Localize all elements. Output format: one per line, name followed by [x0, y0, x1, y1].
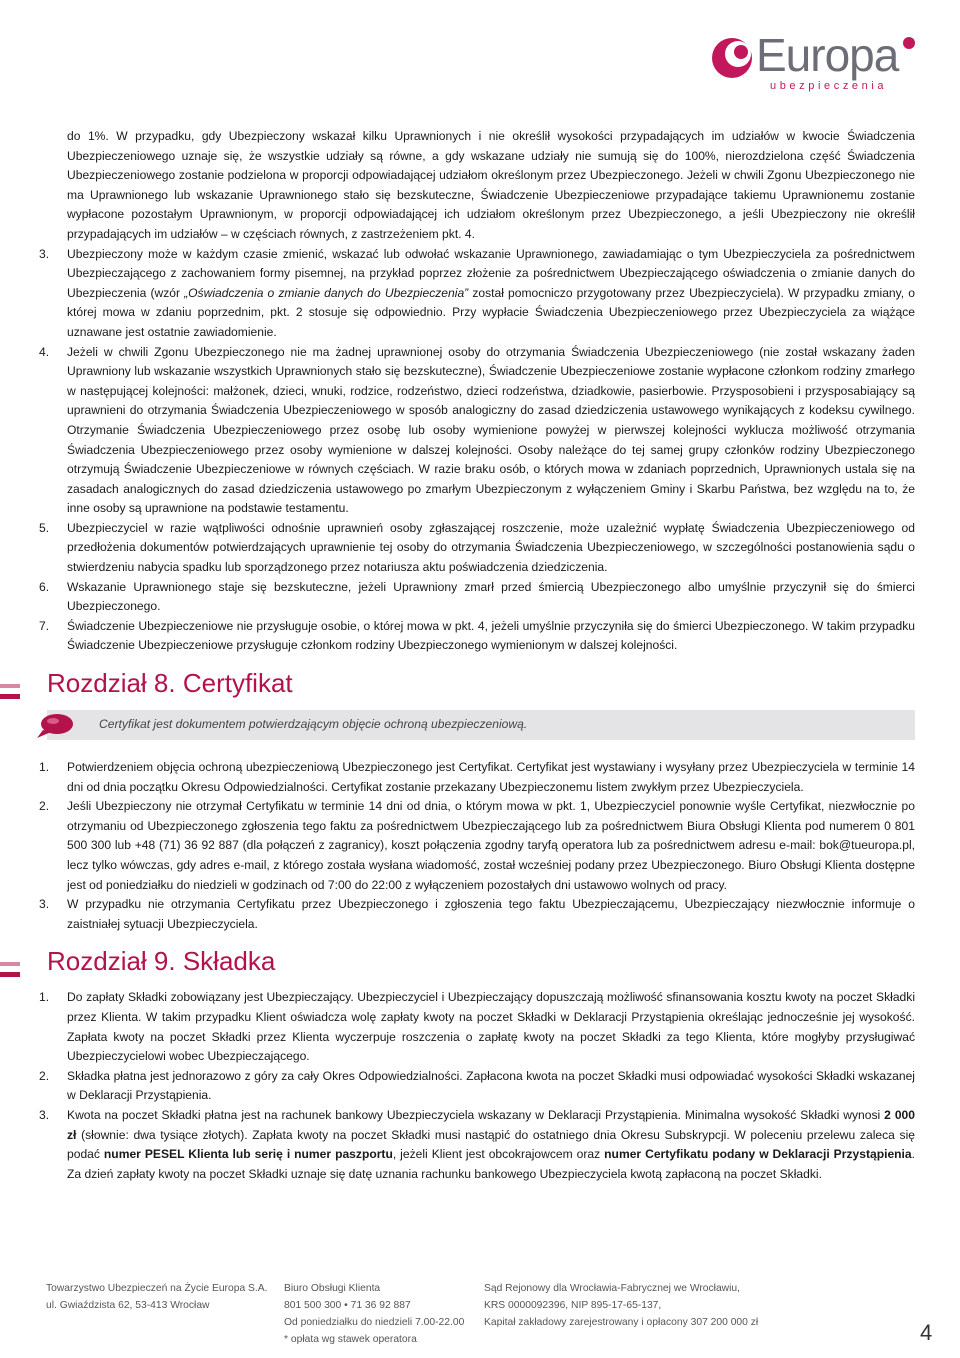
intro-paragraph: do 1%. W przypadku, gdy Ubezpieczony wskazał kilku Uprawnionych i nie określił wysokości przypadających im udziałów w kwocie Świadczenia Ubezpieczeniowego uznaje się, że wszystkie udziały są równe, a gdy wskazane udziały nie sumują się do 100%, nierozdzielona część Świadczenia Ubezpieczeniowego zostanie podzielona w proporcji odpowiadającej udziałom określonym przez Ubezpieczonego. Jeżeli w chwili Zgonu Ubezpieczonego nie ma Uprawnionego lub wskazanie Uprawnionego stało się bezskuteczne, Świadczenie Ubezpieczeniowe przypadające takiemu Uprawnionemu zostanie wypłacone pozostałym Uprawnionym, w proporcji odpowiadającej ich udziałom określonym przez Ubezpieczonego, a jeśli Ubezpieczony nie określił przypadających im udziałów – w częściach równych, z zastrzeżeniem pkt. 4. [67, 129, 915, 241]
heading-accent-bar [0, 972, 20, 977]
heading-accent-bar [0, 962, 20, 966]
list-item: 3. W przypadku nie otrzymania Certyfikatu przez Ubezpieczonego i zgłoszenia tego faktu Ubezpieczającemu, Ubezpieczający niezwłocznie informuje o zaistniałej sytuacji Ubezpieczyciela. [39, 897, 915, 931]
list-certificate [39, 758, 915, 934]
document-body [39, 127, 916, 1184]
list-item: 4. Jeżeli w chwili Zgonu Ubezpieczonego nie ma żadnej uprawnionej osoby do otrzymania Świadczenia Ubezpieczeniowego (nie został wskazany żaden Uprawniony lub wskazanie wszystkich Uprawnionych stało się bezskuteczne), Świadczenie Ubezpieczeniowe zostanie wypłacone członkom rodziny zmarłego w następującej kolejności: małżonek, dzieci, wnuki, rodzice, rodzeństwo, dzieci rodzeństwa, dziadkowie, pasierbowie. Przysposobieni i przysposabiający są uprawnieni do otrzymania Świadczenia Ubezpieczeniowego w sposób analogiczny do zasad dziedziczenia ustawowego wynikających z kodeksu cywilnego. Otrzymanie Świadczenia Ubezpieczeniowego przez osobę lub osoby wymienione powyżej w pierwszej kolejności wyklucza możliwość otrzymania Świadczenia Ubezpieczeniowego przez osoby wymienione w dalszej kolejności. Osoby należące do tej samej grupy członków rodziny Ubezpieczonego otrzymują Świadczenie Ubezpieczeniowe w równych częściach. W razie braku osób, o których mowa w zdaniach poprzednich, Uprawnionych ustala się na zasadach analogicznych do zasad dziedziczenia ustawowego po zmarłym Ubezpieczonym z wyłączeniem Gminy i Skarbu Państwa, bez względu na to, że inne osoby są uprawnione na podstawie testamentu. [39, 344, 915, 516]
page-number: 4 [920, 1320, 933, 1345]
list-item: 7. Świadczenie Ubezpieczeniowe nie przysługuje osobie, o której mowa w pkt. 4, jeżeli umyślnie przyczyniła się do śmierci Ubezpieczonego. W takim przypadku Świadczenie Ubezpieczeniowe przysługuje członkom rodziny Ubezpieczonego wymienionym w dalszej kolejności. [39, 618, 915, 653]
speech-bubble-icon [35, 710, 75, 740]
list-item: 5. Ubezpieczyciel w razie wątpliwości odnośnie uprawnień osoby zgłaszającej roszczenie, może uzależnić wypłatę Świadczenia Ubezpieczeniowego od przedłożenia dokumentów potwierdzających uprawnienie tej osoby do otrzymania Świadczenia Ubezpieczeniowego, w szczególności postanowienia sądu o stwierdzeniu nabycia spadku lub sporządzonego przez notariusza aktu poświadczenia dziedziczenia. [39, 520, 915, 575]
logo-subtitle: ubezpieczenia [770, 80, 888, 92]
list-item: 1. Do zapłaty Składki zobowiązany jest Ubezpieczający. Ubezpieczyciel i Ubezpieczający dopuszczają możliwość sfinansowania kosztu kwoty na poczet Składki przez Klienta. W takim przypadku Klient oświadcza wolę zapłaty kwoty na poczet Składki w Deklaracji Przystąpienia określając jednocześnie jej wysokość. Zapłata kwoty na poczet Składki przez Klienta wyczerpuje roszczenia o zapłatę kwoty na poczet Składki za tego Klienta, które mogłyby przysługiwać Ubezpieczycielowi wobec Ubezpieczającego. [39, 990, 915, 1064]
logo-swirl-icon [708, 34, 756, 82]
europa-logo [708, 30, 928, 96]
footer-company: Towarzystwo Ubezpieczeń na Życie Europa S.A. ul. Gwiaździsta 62, 53-413 Wrocław [46, 1283, 268, 1311]
list-item: 3. Ubezpieczony może w każdym czasie zmienić, wskazać lub odwołać wskazanie Uprawnionego, zawiadamiając o tym Ubezpieczyciela za pośrednictwem Ubezpieczającego z zachowaniem formy pisemnej, na przykład poprzez złożenie za pośrednictwem Ubezpieczającego oświadczenia o zmianie danych do Ubezpieczenia (wzór „Oświadczenia o zmianie danych do Ubezpieczenia” został pomocniczo przygotowany przez Ubezpieczyciela). W przypadku zmiany, o której mowa w zdaniu poprzednim, pkt. 2 stosuje się odpowiednio. Przy wypłacie Świadczenia Ubezpieczeniowego przez Ubezpieczyciela za wiążące uznawane jest ostatnie zawiadomienie. [39, 246, 915, 339]
list-item: 3. Kwota na poczet Składki płatna jest na rachunek bankowy Ubezpieczyciela wskazany w Deklaracji Przystąpienia. Minimalna wysokość Składki wynosi 2 000 zł (słownie: dwa tysiące złotych). Zapłata kwoty na poczet Składki musi nastąpić do ostatniego dnia Okresu Subskrypcji. W poleceniu przelewu zaleca się podać numer PESEL Klienta lub serię i numer paszportu, jeżeli Klient jest obcokrajowcem oraz numer Certyfikatu podany w Deklaracji Przystąpienia. Za dzień zapłaty kwoty na poczet Składki uznaje się datę uznania rachunku bankowego Ubezpieczyciela kwotą zapłaconą na poczet Składki. [39, 1107, 916, 1181]
list-item: 2. Składka płatna jest jednorazowo z góry za cały Okres Odpowiedzialności. Zapłacona kwota na poczet Składki musi odpowiadać wysokości Składki wskazanej w Deklaracji Przystąpienia. [39, 1068, 915, 1103]
footer-registry: Sąd Rejonowy dla Wrocławia-Fabrycznej we Wrocławiu, KRS 0000092396, NIP 895-17-65-137, Kapitał zakładowy zarejestrowany i opłacony 307 200 000 zł [484, 1283, 759, 1328]
list-item: 1. Potwierdzeniem objęcia ochroną ubezpieczeniową Ubezpieczonego jest Certyfikat. Certyfikat jest wystawiany i wysyłany przez Ubezpieczyciela w terminie 14 dni od dnia początku Okresu Odpowiedzialności. Certyfikat zostanie przekazany Ubezpieczonemu listem zwykłym przez Ubezpieczyciela. [39, 760, 915, 794]
chapter-8-summary: Certyfikat jest dokumentem potwierdzającym objęcie ochroną ubezpieczeniową. [47, 710, 915, 740]
list-premium [39, 988, 916, 1184]
list-item: 2. Jeśli Ubezpieczony nie otrzymał Certyfikatu w terminie 14 dni od dnia, o którym mowa w pkt. 1, Ubezpieczyciel ponownie wyśle Certyfikat, niezwłocznie po otrzymaniu od Ubezpieczonego zgłoszenia tego faktu za pośrednictwem Ubezpieczającego lub za pośrednictwem Biura Obsługi Klienta pod numerem 0 801 500 300 lub +48 (71) 36 92 887 (dla połączeń z zagranicy), koszt połączenia zgodny taryfą operatora lub za pośrednictwem adresu e-mail: bok@tueuropa.pl, lecz tylko wówczas, gdy adres e-mail, z którego została wysłana wiadomość, został wcześniej podany przez Ubezpieczonego. Biuro Obsługi Klienta dostępne jest od poniedziałku do niedzieli w godzinach od 7:00 do 22:00 z wyłączeniem pozostałych dni ustawowo wolnych od pracy. [39, 799, 915, 892]
chapter-9-heading: Rozdział 9. Składka [47, 944, 915, 978]
footer-customer-service: Biuro Obsługi Klienta 801 500 300 • 71 36 92 887 Od poniedziałku do niedzieli 7.00-22.00 * opłata wg stawek operatora [284, 1283, 465, 1345]
chapter-8-heading: Rozdział 8. Certyfikat [47, 666, 915, 700]
logo-dot-icon [902, 36, 916, 50]
logo-wordmark: Europa [756, 29, 899, 81]
list-beneficiaries [39, 245, 915, 656]
heading-accent-bar [0, 694, 20, 699]
list-item: 6. Wskazanie Uprawnionego staje się bezskuteczne, jeżeli Uprawniony zmarł przed śmiercią Ubezpieczonego albo umyślnie przyczynił się do śmierci Ubezpieczonego. [39, 579, 915, 614]
heading-accent-bar [0, 684, 20, 688]
